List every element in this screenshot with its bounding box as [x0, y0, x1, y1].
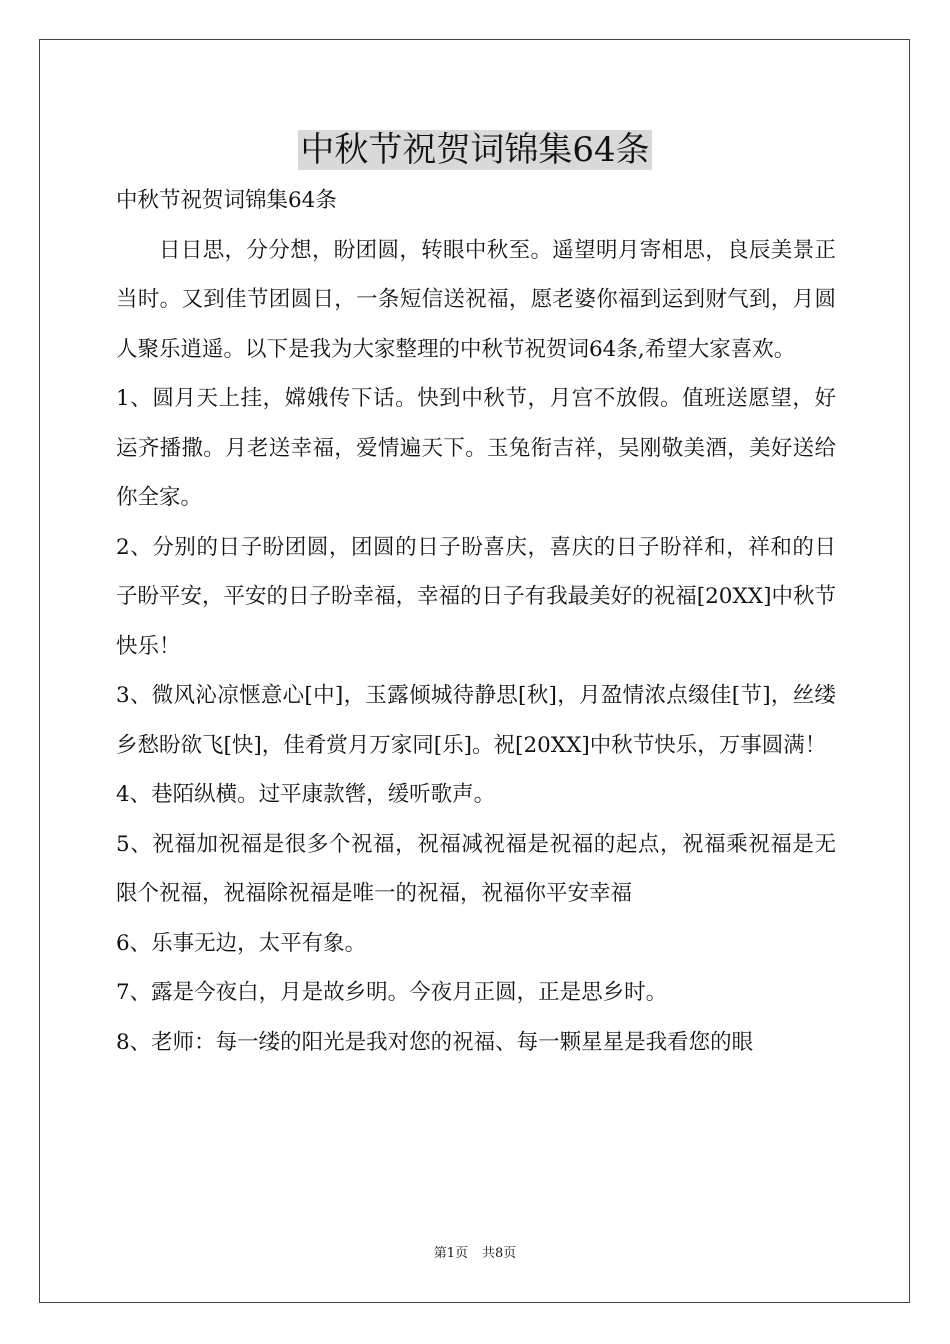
list-item: 5、祝福加祝福是很多个祝福，祝福减祝福是祝福的起点，祝福乘祝福是无限个祝福，祝福除祝福是唯一的祝福，祝福你平安幸福	[116, 831, 836, 906]
document-subtitle: 中秋节祝贺词锦集64条	[116, 188, 337, 213]
list-item: 1、圆月天上挂，嫦娥传下话。快到中秋节，月宫不放假。值班送愿望，好运齐播撒。月老送幸福，爱情遍天下。玉兔衔吉祥，吴刚敬美酒，美好送给你全家。	[116, 386, 836, 510]
document-title	[0, 128, 950, 172]
document-body	[116, 176, 836, 1067]
list-item: 8、老师：每一缕的阳光是我对您的祝福、每一颗星星是我看您的眼	[116, 1029, 754, 1055]
list-item: 2、分别的日子盼团圆，团圆的日子盼喜庆，喜庆的日子盼祥和，祥和的日子盼平安，平安的日子盼幸福，幸福的日子有我最美好的祝福[20XX]中秋节快乐！	[116, 534, 836, 659]
list-item: 6、乐事无边，太平有象。	[116, 930, 367, 956]
list-item: 7、露是今夜白，月是故乡明。今夜月正圆，正是思乡时。	[116, 980, 668, 1005]
list-item: 3、微风沁凉惬意心[中]，玉露倾城待静思[秋]，月盈情浓点缀佳[节]，丝缕乡愁盼欲飞[快]，佳肴赏月万家同[乐]。祝[20XX]中秋节快乐，万事圆满！	[116, 683, 836, 758]
document-title-text: 中秋节祝贺词锦集64条	[300, 130, 650, 170]
page-total: 共8页	[482, 1246, 517, 1261]
list-item: 4、巷陌纵横。过平康款辔，缓听歌声。	[116, 782, 496, 807]
intro-paragraph: 日日思，分分想，盼团圆，转眼中秋至。遥望明月寄相思，良辰美景正当时。又到佳节团圆日，一条短信送祝福，愿老婆你福到运到财气到，月圆人聚乐逍遥。以下是我为大家整理的中秋节祝贺词64条,希望大家喜欢。	[116, 237, 836, 362]
page-number: 第1页	[433, 1246, 468, 1261]
page-footer	[0, 1244, 950, 1264]
